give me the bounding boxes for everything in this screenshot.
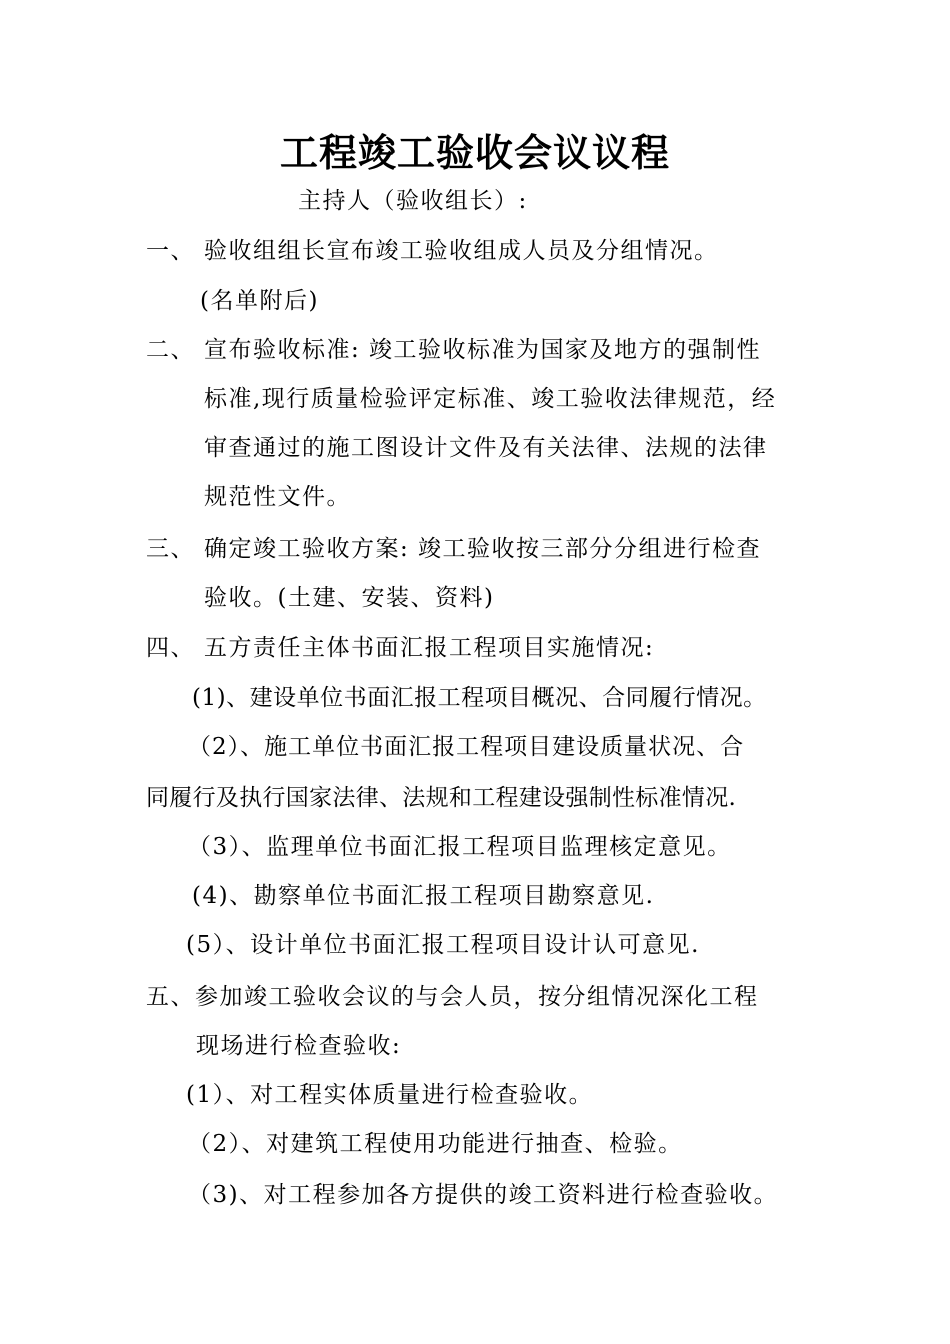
section-4-item-2-line-1: （2）、施工单位书面汇报工程项目建设质量状况、合 — [188, 734, 745, 760]
section-3-text-1: 确定竣工验收方案: 竣工验收按三部分分组进行检查 — [204, 536, 762, 562]
section-4-text-1: 五方责任主体书面汇报工程项目实施情况: — [204, 635, 655, 661]
section-4-line-1 — [146, 633, 654, 663]
section-3-line-1 — [146, 534, 761, 564]
section-2-line-1 — [146, 335, 761, 365]
section-5-line-1: 五、参加竣工验收会议的与会人员，按分组情况深化工程 — [146, 984, 759, 1010]
section-3-line-2: 验收。(土建、安装、资料) — [204, 585, 495, 611]
host-line: 主持人（验收组长）: — [298, 188, 528, 214]
section-4-item-3: （3）、监理单位书面汇报工程项目监理核定意见。 — [188, 834, 732, 860]
section-5-item-2: （2）、对建筑工程使用功能进行抽查、检验。 — [188, 1131, 683, 1157]
section-1-number: 一、 — [146, 238, 195, 264]
section-1-text-1: 验收组组长宣布竣工验收组成人员及分组情况。 — [204, 238, 719, 264]
section-2-number: 二、 — [146, 337, 195, 363]
section-1-line-2: (名单附后) — [200, 288, 319, 314]
section-4-item-5: (5）、设计单位书面汇报工程项目设计认可意见. — [186, 932, 700, 958]
section-5-line-2: 现场进行检查验收: — [196, 1033, 402, 1059]
section-4-item-4: (4)、勘察单位书面汇报工程项目勘察意见. — [192, 883, 655, 909]
section-1-line-1 — [146, 236, 719, 266]
section-5-item-1: (1）、对工程实体质量进行检查验收。 — [186, 1082, 594, 1108]
section-2-line-4: 规范性文件。 — [204, 484, 351, 510]
document-title: 工程竣工验收会议议程 — [279, 131, 670, 175]
section-2-text-1: 宣布验收标准: 竣工验收标准为国家及地方的强制性 — [204, 337, 762, 363]
section-2-line-2: 标准,现行质量检验评定标准、竣工验收法律规范，经 — [204, 386, 777, 412]
section-2-line-3: 审查通过的施工图设计文件及有关法律、法规的法律 — [204, 435, 768, 461]
section-4-number: 四、 — [146, 635, 195, 661]
section-4-item-2-line-2: 同履行及执行国家法律、法规和工程建设强制性标准情况. — [146, 785, 737, 811]
section-5-item-3: （3)、对工程参加各方提供的竣工资料进行检查验收。 — [188, 1182, 779, 1208]
section-4-item-1: (1)、建设单位书面汇报工程项目概况、合同履行情况。 — [192, 685, 767, 711]
section-3-number: 三、 — [146, 536, 195, 562]
